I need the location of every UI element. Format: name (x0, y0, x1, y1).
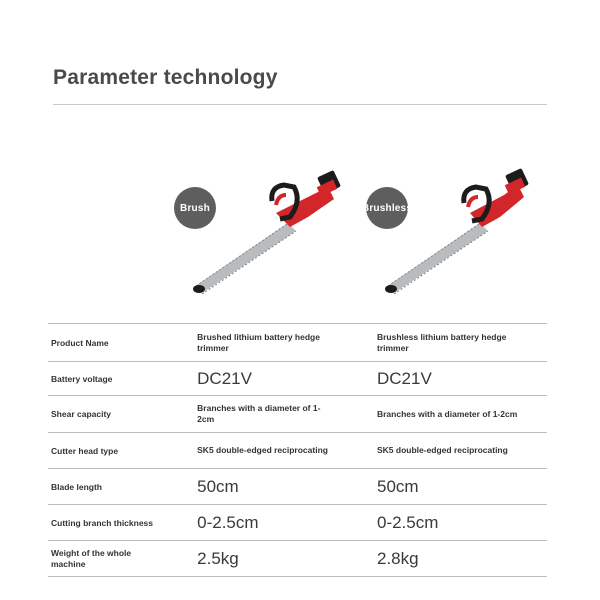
table-row (48, 505, 547, 541)
brushed-value: Brushed lithium battery hedge trimmer (197, 331, 320, 353)
table-row (48, 396, 547, 433)
brushed-trimmer-product (172, 165, 372, 305)
row-label: Blade length (48, 469, 194, 505)
brushed-value: Branches with a diameter of 1-2cm (197, 403, 321, 424)
brushless-value: SK5 double-edged reciprocating (376, 445, 508, 455)
hedge-trimmer-image (362, 165, 562, 305)
row-label: Shear capacity (48, 396, 194, 433)
spec-table (48, 323, 547, 577)
brushed-value: 2.5kg (197, 548, 239, 568)
brushed-value: DC21V (197, 368, 252, 388)
brushless-value: 50cm (376, 476, 419, 496)
table-row (48, 362, 547, 396)
table-row (48, 469, 547, 505)
table-row (48, 541, 547, 577)
row-label: Battery voltage (48, 362, 194, 396)
brushed-value: 50cm (197, 476, 239, 496)
brush-badge: Brush (174, 187, 216, 229)
row-label: Cutting branch thickness (48, 505, 194, 541)
brushed-value: 0-2.5cm (197, 512, 259, 532)
table-row (48, 324, 547, 362)
row-label: Cutter head type (48, 433, 194, 469)
hedge-trimmer-image (172, 165, 372, 305)
title-divider (53, 104, 547, 105)
brushless-value: 0-2.5cm (376, 512, 439, 532)
table-row (48, 433, 547, 469)
row-label: Weight of the whole machine (51, 547, 132, 569)
brushless-value: Brushless lithium battery hedge trimmer (376, 331, 507, 353)
brushless-value: Branches with a diameter of 1-2cm (376, 408, 518, 419)
row-label: Product Name (48, 324, 194, 362)
page-title: Parameter technology (53, 66, 278, 89)
brushless-trimmer-product (362, 165, 562, 305)
brushless-value: DC21V (376, 368, 432, 388)
brushless-value: 2.8kg (376, 548, 419, 568)
brushed-value: SK5 double-edged reciprocating (197, 445, 328, 455)
brushless-badge: Brushless (366, 187, 408, 229)
